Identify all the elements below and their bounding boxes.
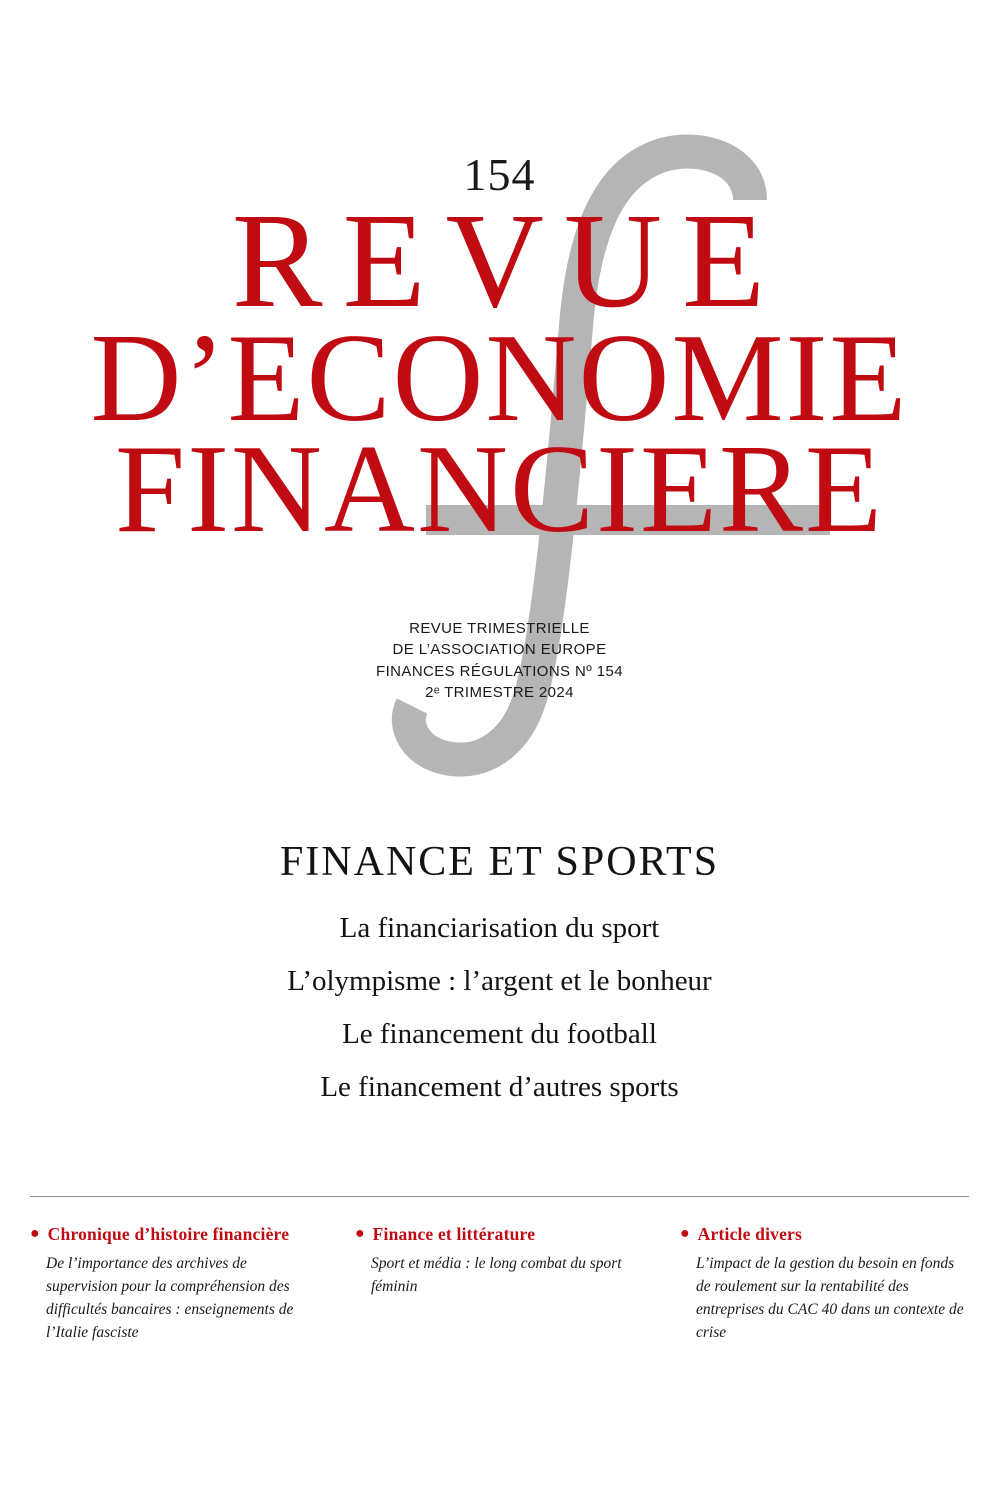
theme-topic: L’olympisme : l’argent et le bonheur <box>287 965 712 997</box>
section-heading <box>680 1224 967 1245</box>
journal-title-line-1: REVUE <box>231 186 786 336</box>
section-body: De l’importance des archives de supervision pour la compréhension des difficultés bancaires : enseignements de l’Italie fasciste <box>46 1255 294 1341</box>
section-heading <box>30 1224 317 1245</box>
section-body: L’impact de la gestion du besoin en fonds de roulement sur la rentabilité des entreprises du CAC 40 dans un contexte de crise <box>696 1255 964 1341</box>
section-chronique <box>30 1224 317 1345</box>
journal-title-line-2: D’ECONOMIE <box>90 308 909 448</box>
journal-title-line-3: FINANCIERE <box>115 419 884 559</box>
bullet-icon: ● <box>30 1225 40 1242</box>
section-finance-litterature <box>355 1224 642 1345</box>
section-body: Sport et média : le long combat du sport féminin <box>371 1255 622 1295</box>
horizontal-divider <box>30 1196 969 1197</box>
journal-title <box>0 186 999 559</box>
theme-topic: La financiarisation du sport <box>339 912 660 944</box>
bottom-sections <box>30 1224 969 1345</box>
bullet-icon: ● <box>355 1225 365 1242</box>
section-heading <box>355 1224 642 1245</box>
theme-topic-list <box>0 914 999 1102</box>
section-article-divers <box>680 1224 967 1345</box>
section-title: Chronique d’histoire financière <box>47 1224 290 1244</box>
issue-theme <box>0 838 999 1126</box>
theme-title: FINANCE ET SPORTS <box>279 839 720 885</box>
issue-number: 154 <box>463 149 536 200</box>
theme-topic: Le financement d’autres sports <box>320 1071 679 1103</box>
subtitle-line-4: 2ᵉ TRIMESTRE 2024 <box>425 683 574 701</box>
subtitle-line-2: DE L’ASSOCIATION EUROPE <box>392 641 607 659</box>
journal-subtitle <box>0 618 999 703</box>
section-title: Finance et littérature <box>372 1224 536 1244</box>
bullet-icon: ● <box>680 1225 690 1242</box>
section-title: Article divers <box>697 1224 803 1244</box>
subtitle-line-1: REVUE TRIMESTRIELLE <box>409 620 590 637</box>
subtitle-line-3: FINANCES RÉGULATIONS Nº 154 <box>376 662 623 680</box>
theme-topic: Le financement du football <box>342 1018 657 1050</box>
